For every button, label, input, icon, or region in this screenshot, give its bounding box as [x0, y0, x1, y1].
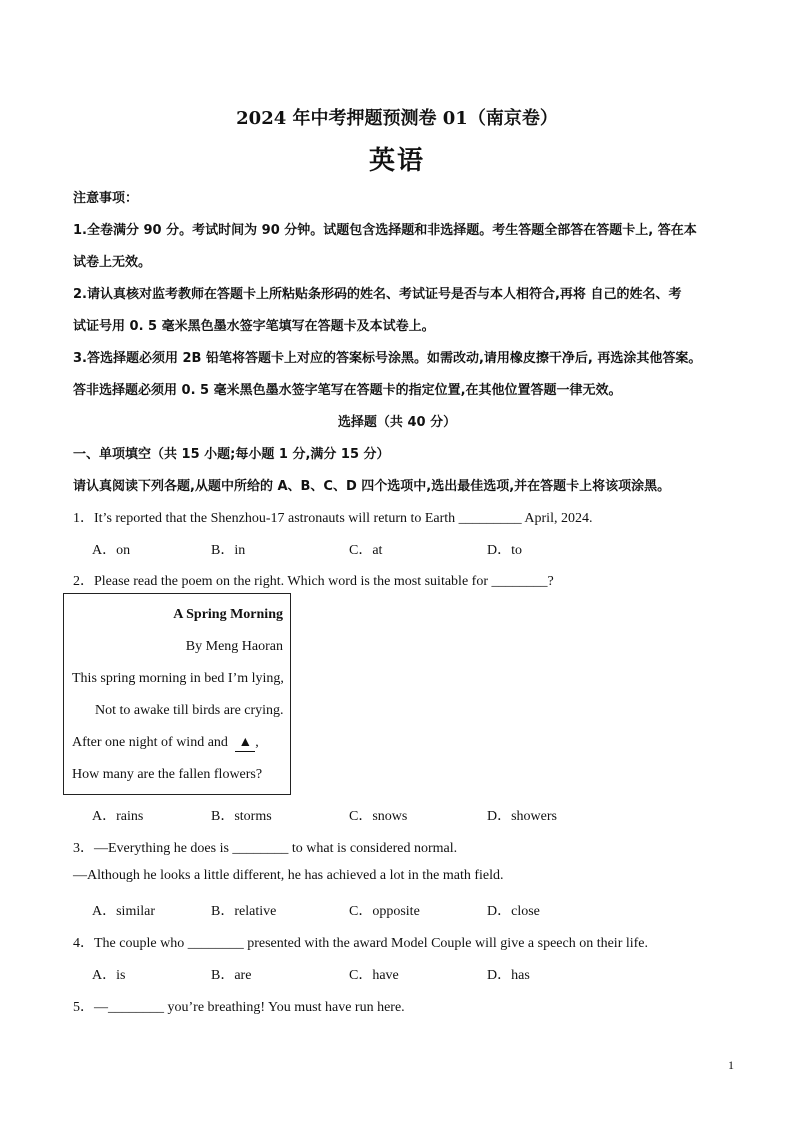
q2-option-b: B．storms — [211, 809, 272, 824]
poem-line-3-text: After one night of wind and — [72, 735, 228, 750]
page-number: 1 — [728, 1058, 734, 1072]
q1-option-b: B．in — [211, 543, 246, 558]
q1-option-a: A．on — [92, 543, 131, 558]
q2-option-d: D．showers — [487, 809, 557, 824]
notes-heading: 注意事项： — [73, 191, 139, 206]
note-1-line-2: 试卷上无效。 — [73, 255, 152, 270]
poem-box — [63, 593, 291, 795]
poem-line-1: This spring morning in bed I’m lying, — [72, 671, 284, 686]
q1-option-d: D．to — [487, 543, 522, 558]
q4-option-a: A．is — [92, 968, 126, 983]
exam-title: 2024 年中考押题预测卷 01（南京卷） — [236, 108, 558, 129]
question-3-reply: —Although he looks a little different, he has achieved a lot in the math field. — [73, 868, 504, 883]
subject-title: 英语 — [368, 146, 425, 176]
question-3-stem: 3．—Everything he does is ________ to what is considered normal. — [73, 841, 458, 856]
question-4-stem: 4．The couple who ________ presented with the award Model Couple will give a speech on their life. — [73, 936, 649, 951]
note-1-line-1: 1.全卷满分 90 分。考试时间为 90 分钟。试题包含选择题和非选择题。考生答题全部答在答题卡上, 答在本 — [73, 223, 697, 238]
question-1-stem: 1．It’s reported that the Shenzhou-17 astronauts will return to Earth _________ April, 2024. — [73, 511, 593, 526]
q4-option-b: B．are — [211, 968, 252, 983]
poem-line-4: How many are the fallen flowers? — [72, 767, 263, 782]
note-3-line-1: 3.答选择题必须用 2B 铅笔将答题卡上对应的答案标号涂黑。如需改动,请用橡皮擦干净后, 再选涂其他答案。 — [73, 351, 702, 366]
poem-title: A Spring Morning — [173, 607, 283, 622]
poem-line-3-comma: , — [255, 735, 259, 750]
q3-option-d: D．close — [487, 904, 540, 919]
question-5-stem: 5．—________ you’re breathing! You must have run here. — [73, 1000, 405, 1015]
q4-option-d: D．has — [487, 968, 530, 983]
note-2-line-2: 试证号用 0. 5 毫米黑色墨水签字笔填写在答题卡及本试卷上。 — [73, 319, 435, 334]
note-3-line-2: 答非选择题必须用 0. 5 毫米黑色墨水签字笔写在答题卡的指定位置,在其他位置答题一律无效。 — [73, 383, 622, 398]
question-2-stem: 2．Please read the poem on the right. Which word is the most suitable for ________? — [73, 574, 554, 589]
section-title: 选择题（共 40 分） — [337, 415, 457, 430]
q1-option-c: C．at — [349, 543, 383, 558]
part-1-heading: 一、单项填空（共 15 小题;每小题 1 分,满分 15 分） — [73, 447, 390, 462]
poem-line-3 — [72, 735, 259, 752]
q4-option-c: C．have — [349, 968, 399, 983]
q3-option-c: C．opposite — [349, 904, 420, 919]
poem-blank-marker: ▲ — [235, 735, 255, 752]
q3-option-b: B．relative — [211, 904, 277, 919]
q2-option-a: A．rains — [92, 809, 144, 824]
note-2-line-1: 2.请认真核对监考教师在答题卡上所粘贴条形码的姓名、考试证号是否与本人相符合,再将 自己的姓名、考 — [73, 287, 682, 302]
part-1-instruction: 请认真阅读下列各题,从题中所给的 A、B、C、D 四个选项中,选出最佳选项,并在答题卡上将该项涂黑。 — [73, 479, 671, 494]
poem-author: By Meng Haoran — [185, 639, 283, 654]
poem-line-2: Not to awake till birds are crying. — [95, 703, 284, 718]
q3-option-a: A．similar — [92, 904, 155, 919]
q2-option-c: C．snows — [349, 809, 408, 824]
